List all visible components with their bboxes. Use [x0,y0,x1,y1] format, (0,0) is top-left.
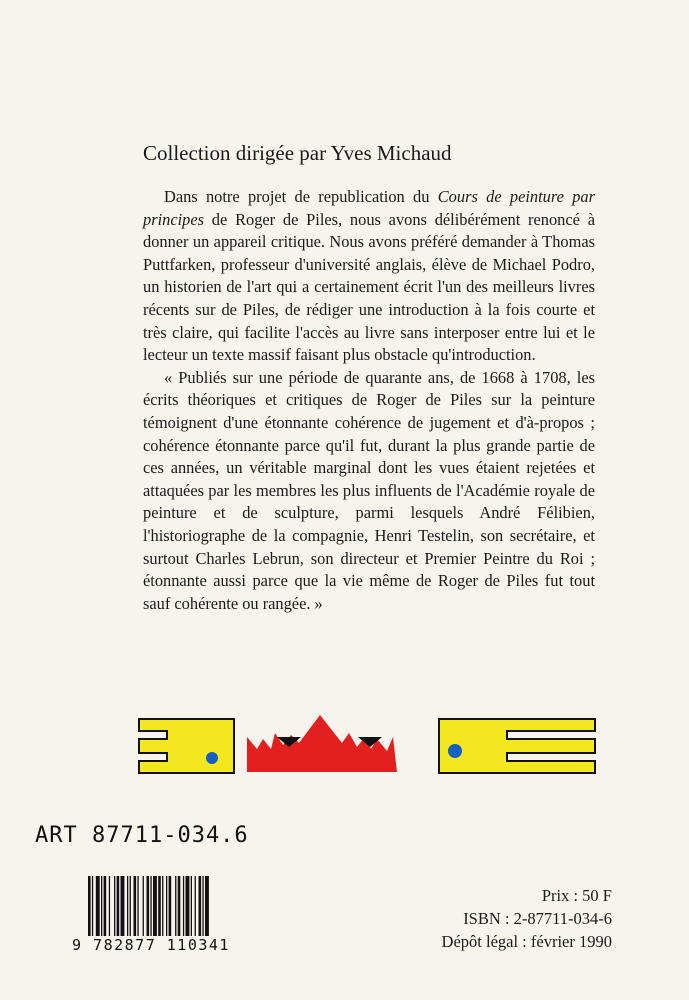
blurb-text: de Roger de Piles, nous avons délibérément renoncé à donner un appareil critique. Nous avons préféré demander à Thomas Puttfarken, professeur d'université anglais, élève de Michael Podro, un historien de l'art qui a certainement écrit l'un des meilleurs livres récents sur de Piles, de rédiger une introduction à la fois courte et très claire, qui facilite l'accès au livre sans interposer entre lui et le lecteur un texte massif faisant plus obstacle qu'introduction. [143,209,595,365]
logo-crown [247,715,397,772]
book-title: Cours de peinture par principes [143,187,595,229]
isbn: ISBN : 2-87711-034-6 [463,909,612,928]
legal-deposit: Dépôt légal : février 1990 [441,932,612,951]
publisher-logo [137,715,597,777]
blurb [143,186,595,615]
logo-right-dot [448,744,462,758]
blurb-paragraph-2: « Publiés sur une période de quarante ans, de 1668 à 1708, les écrits théoriques et critiques de Roger de Piles sur la peinture témoignent d'une étonnante cohérence de jugement et d'à-propos ; cohérence étonnante parce qu'il fut, durant la plus grande partie de ces années, un véritable marginal dont les vues étaient rejetées et attaquées par les membres les plus influents de l'Académie royale de peinture et de sculpture, parmi lesquels André Félibien, l'historiographe de la compagnie, Henri Testelin, son secrétaire, et surtout Charles Lebrun, son directeur et Premier Peintre du Roi ; étonnante aussi parce que la vie même de Roger de Piles fut tout sauf cohérente ou rangée. » [143,367,595,613]
blurb-paragraph-1 [143,186,595,367]
logo-right-block [439,719,595,773]
catalog-code: ART 87711-034.6 [35,823,249,848]
logo-left-dot [206,752,218,764]
series-title: Collection dirigée par Yves Michaud [143,141,452,165]
price: Prix : 50 F [541,886,612,905]
logo-left-block [139,719,234,773]
barcode-number: 9 782877 110341 [72,936,230,954]
blurb-text: Dans notre projet de republication du [164,187,438,206]
publication-info [442,884,612,953]
barcode [88,876,244,936]
